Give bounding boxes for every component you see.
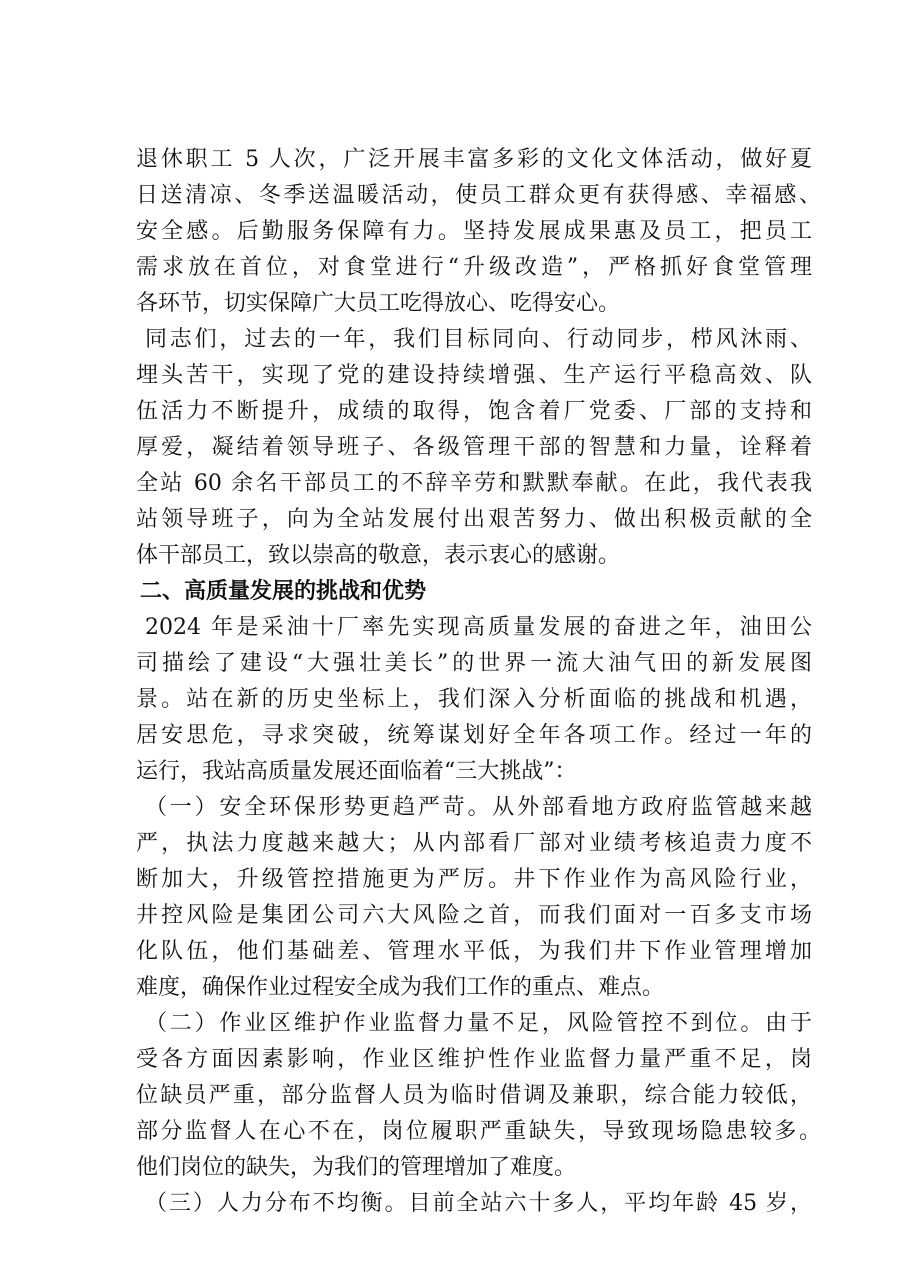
paragraph-line: （一）安全环保形势更趋严苛。从外部看地方政府监管越来越 <box>145 795 812 820</box>
paragraph-line: （三）人力分布不均衡。目前全站六十多人，平均年龄 45 岁， <box>145 1191 812 1216</box>
paragraph-line: 日送清凉、冬季送温暖活动，使员工群众更有获得感、幸福感、 <box>136 183 821 208</box>
paragraph-line: 埋头苦干，实现了党的建设持续增强、生产运行平稳高效、队 <box>136 363 812 388</box>
paragraph-line: 退休职工 5 人次，广泛开展丰富多彩的文化文体活动，做好夏 <box>136 147 812 172</box>
paragraph-line: 2024 年是采油十厂率先实现高质量发展的奋进之年，油田公 <box>145 615 812 640</box>
paragraph-line: 各环节，切实保障广大员工吃得放心、吃得安心。 <box>136 291 621 316</box>
paragraph-line: 难度，确保作业过程安全成为我们工作的重点、难点。 <box>136 975 665 1000</box>
paragraph-line: 站领导班子，向为全站发展付出艰苦努力、做出积极贡献的全 <box>136 507 812 532</box>
paragraph-line: 他们岗位的缺失，为我们的管理增加了难度。 <box>136 1155 577 1180</box>
paragraph-line: 受各方面因素影响，作业区维护性作业监督力量严重不足，岗 <box>136 1047 812 1072</box>
paragraph-line: （二）作业区维护作业监督力量不足，风险管控不到位。由于 <box>145 1011 812 1036</box>
paragraph-line: 景。站在新的历史坐标上，我们深入分析面临的挑战和机遇， <box>136 687 812 712</box>
paragraph-line: 位缺员严重，部分监督人员为临时借调及兼职，综合能力较低， <box>136 1083 812 1108</box>
paragraph-line: 伍活力不断提升，成绩的取得，饱含着厂党委、厂部的支持和 <box>136 399 812 424</box>
paragraph-line: 居安思危，寻求突破，统筹谋划好全年各项工作。经过一年的 <box>136 723 812 748</box>
paragraph-line: 安全感。后勤服务保障有力。坚持发展成果惠及员工，把员工 <box>136 219 812 244</box>
paragraph-line: 全站 60 余名干部员工的不辞辛劳和默默奉献。在此，我代表我 <box>136 471 812 496</box>
paragraph-line: 同志们，过去的一年，我们目标同向、行动同步，栉风沐雨、 <box>145 327 812 352</box>
paragraph-line: 化队伍，他们基础差、管理水平低，为我们井下作业管理增加 <box>136 939 812 964</box>
paragraph-line: 断加大，升级管控措施更为严厉。井下作业作为高风险行业， <box>136 867 812 892</box>
paragraph-line: 体干部员工，致以崇高的敬意，表示衷心的感谢。 <box>136 543 621 568</box>
paragraph-line: 需求放在首位，对食堂进行“升级改造”，严格抓好食堂管理 <box>136 255 812 280</box>
paragraph-line: 部分监督人在心不在，岗位履职严重缺失，导致现场隐患较多。 <box>136 1119 821 1144</box>
paragraph-line: 厚爱，凝结着领导班子、各级管理干部的智慧和力量，诠释着 <box>136 435 812 460</box>
section-heading: 二、高质量发展的挑战和优势 <box>140 579 427 604</box>
paragraph-line: 司描绘了建设“大强壮美长”的世界一流大油气田的新发展图 <box>136 651 812 676</box>
paragraph-line: 严，执法力度越来越大；从内部看厂部对业绩考核追责力度不 <box>136 831 812 856</box>
paragraph-line: 井控风险是集团公司六大风险之首，而我们面对一百多支市场 <box>136 903 812 928</box>
paragraph-line: 运行，我站高质量发展还面临着“三大挑战”： <box>136 759 577 784</box>
